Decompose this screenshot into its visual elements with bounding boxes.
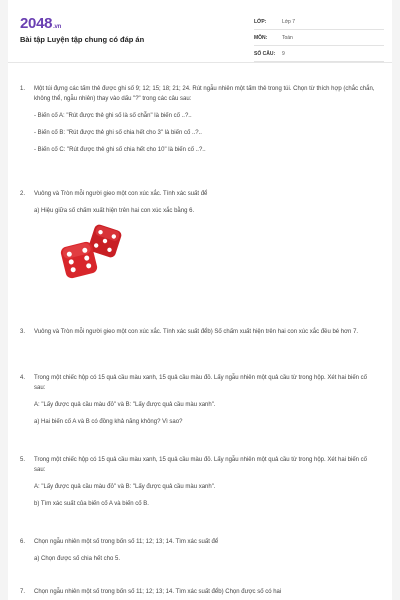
question-number: 3. bbox=[20, 329, 26, 335]
question-text: Trong một chiếc hộp có 15 quả cầu màu xanh, 15 quả cầu màu đỏ. Lấy ngẫu nhiên một quả cầu từ trong hộp. Xét hai biến cố sau: bbox=[34, 375, 368, 391]
worksheet-page bbox=[8, 0, 392, 600]
page-title: Bài tập Luyện tập chung có đáp án bbox=[20, 35, 145, 44]
question-list bbox=[20, 84, 380, 600]
question-item bbox=[20, 84, 380, 189]
question-text: Chọn ngẫu nhiên một số trong bốn số 11; 12; 13; 14. Tìm xác suất để bbox=[34, 539, 219, 545]
question-text: Vuông và Tròn mỗi người gieo một con xúc xắc. Tính xác suất đểb) Số chấm xuất hiện trên hai con xúc xắc đều bé hơn 7. bbox=[34, 329, 359, 335]
meta-value: Lớp 7 bbox=[282, 18, 296, 25]
question-line: A: "Lấy được quả cầu màu đỏ" và B: "Lấy được quả cầu màu xanh". bbox=[34, 402, 216, 408]
question-item bbox=[20, 587, 380, 600]
question-line: - Biến cố B: "Rút được thẻ ghi số chia hết cho 3" là biến cố ..?.. bbox=[34, 130, 202, 136]
meta-row-subject bbox=[254, 30, 384, 46]
die-front-icon bbox=[58, 239, 100, 281]
question-number: 1. bbox=[20, 86, 26, 92]
question-item bbox=[20, 537, 380, 587]
question-number: 6. bbox=[20, 539, 26, 545]
question-text: Một túi đựng các tấm thẻ được ghi số 9; 12; 15; 18; 21; 24. Rút ngẫu nhiên một tấm thẻ trong túi. Chọn từ thích hợp (chắc chắn, không thể, ngẫu nhiên) thay vào dấu "?" trong các câu sau: bbox=[34, 86, 375, 102]
question-number: 4. bbox=[20, 375, 26, 381]
worksheet-meta bbox=[254, 14, 384, 62]
question-number: 2. bbox=[20, 191, 26, 197]
meta-value: 9 bbox=[282, 50, 285, 57]
question-line: A: "Lấy được quả cầu màu đỏ" và B: "Lấy được quả cầu màu xanh". bbox=[34, 484, 216, 490]
question-number: 7. bbox=[20, 589, 26, 595]
site-logo[interactable]: 2048.vn bbox=[20, 15, 61, 32]
question-item bbox=[20, 455, 380, 537]
dice-image bbox=[54, 223, 134, 298]
meta-value: Toán bbox=[282, 34, 293, 41]
question-text: Chọn ngẫu nhiên một số trong bốn số 11; 12; 13; 14. Tìm xác suất đểb) Chọn được số có hai bbox=[34, 589, 282, 595]
question-item bbox=[20, 373, 380, 455]
meta-row-count bbox=[254, 46, 384, 62]
meta-label: LỚP: bbox=[254, 18, 267, 25]
meta-label: SỐ CÂU: bbox=[254, 50, 276, 57]
question-line: a) Hiệu giữa số chấm xuất hiện trên hai con xúc xắc bằng 6. bbox=[34, 208, 195, 214]
question-line: - Biến cố C: "Rút được thẻ ghi số chia hết cho 10" là biến cố ..?.. bbox=[34, 147, 206, 153]
question-number: 5. bbox=[20, 457, 26, 463]
question-line: - Biến cố A: "Rút được thẻ ghi số là số chẵn" là biến cố ..?.. bbox=[34, 113, 192, 119]
question-text: Trong một chiếc hộp có 15 quả cầu màu xanh, 15 quả cầu màu đỏ. Lấy ngẫu nhiên một quả cầu từ trong hộp. Xét hai biến cố sau: bbox=[34, 457, 368, 473]
page-header bbox=[8, 0, 392, 63]
question-item bbox=[20, 327, 380, 373]
meta-row-grade bbox=[254, 14, 384, 30]
meta-label: MÔN: bbox=[254, 34, 268, 41]
question-text: Vuông và Tròn mỗi người gieo một con xúc xắc. Tính xác suất để bbox=[34, 191, 208, 197]
question-line: a) Hai biến cố A và B có đồng khả năng không? Vì sao? bbox=[34, 419, 183, 425]
question-line: a) Chọn được số chia hết cho 5. bbox=[34, 556, 120, 562]
question-line: b) Tìm xác suất của biến cố A và biến cố B. bbox=[34, 501, 149, 507]
question-item bbox=[20, 189, 380, 327]
